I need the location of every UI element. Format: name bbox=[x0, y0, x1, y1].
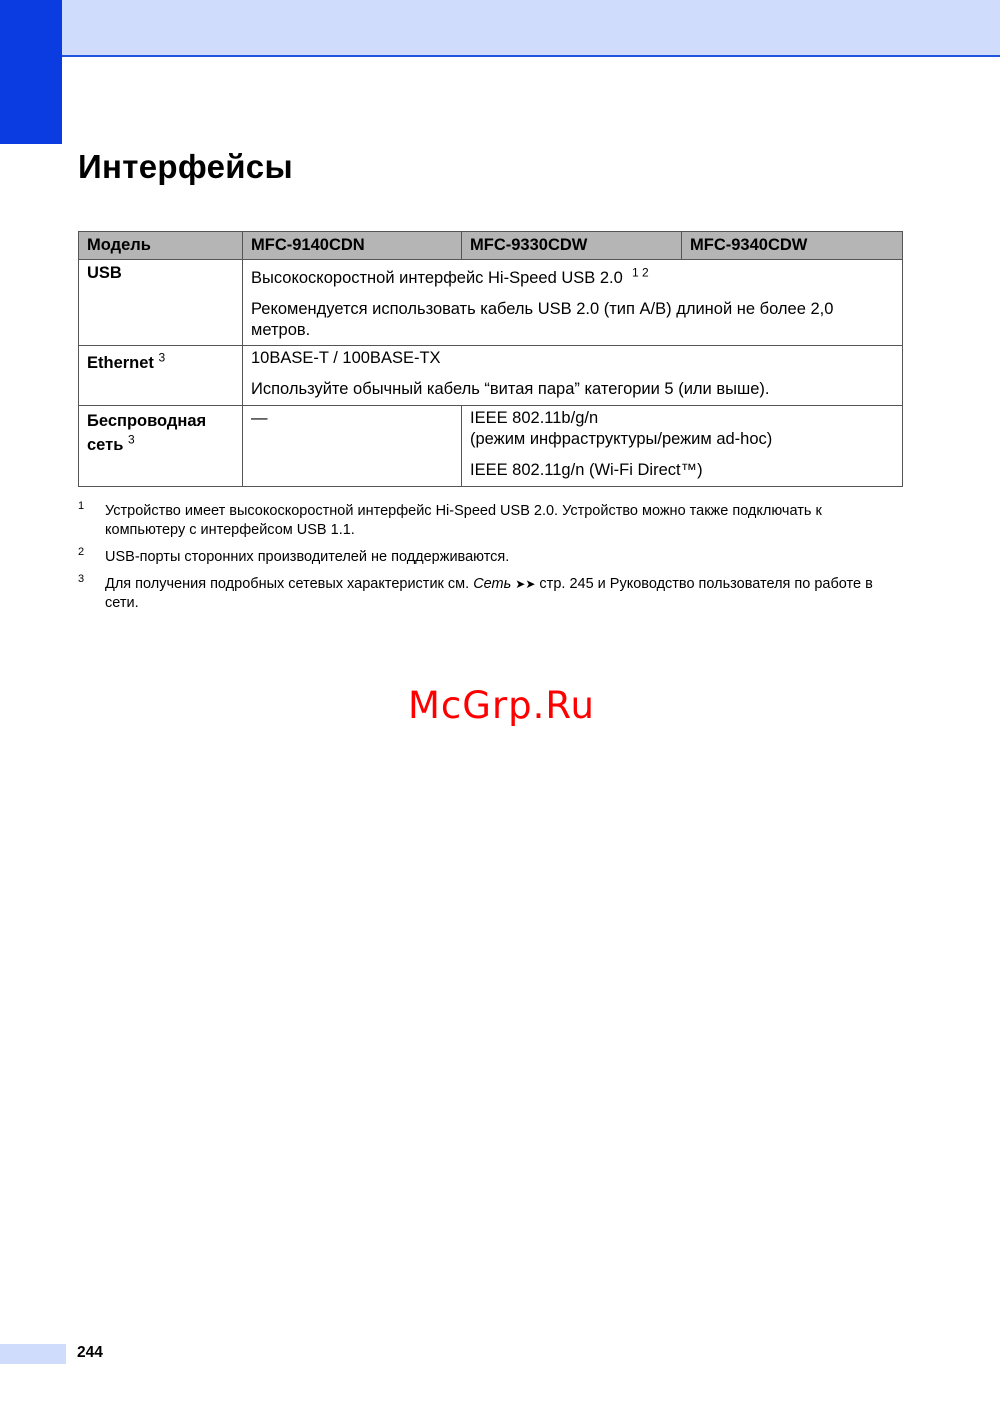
wireless-line2: (режим инфраструктуры/режим ad-hoc) bbox=[470, 430, 773, 448]
row-label-ethernet bbox=[79, 346, 243, 406]
footer-band bbox=[0, 1344, 66, 1364]
usb-value bbox=[243, 260, 903, 346]
footnote-number: 1 bbox=[78, 500, 85, 512]
wireless-label-line1: Беспроводная bbox=[87, 412, 207, 430]
usb-line2: Рекомендуется использовать кабель USB 2.0 (тип A/B) длиной не более 2,0 метров. bbox=[251, 300, 834, 339]
footnote-number: 2 bbox=[78, 546, 85, 558]
usb-line1 bbox=[251, 265, 894, 289]
footnote-text-after: стр. 245 и Руководство пользователя по работе в сети. bbox=[105, 576, 873, 611]
table-header-row bbox=[79, 232, 903, 260]
usb-label: USB bbox=[87, 264, 122, 282]
table-row-usb bbox=[79, 260, 903, 346]
footnote-number: 3 bbox=[78, 573, 85, 585]
chapter-tab bbox=[0, 0, 62, 144]
wireless-mfc-9140cdn bbox=[243, 406, 462, 487]
wireless-label-line2 bbox=[87, 433, 234, 457]
usb-footnote-refs: 1 2 bbox=[632, 265, 649, 280]
network-link[interactable]: Сеть bbox=[473, 576, 512, 592]
header-mfc-9340cdw: MFC-9340CDW bbox=[682, 232, 903, 260]
footnote-text-before: Для получения подробных сетевых характеристик см. bbox=[105, 576, 474, 592]
ethernet-line2: Используйте обычный кабель “витая пара” категории 5 (или выше). bbox=[251, 380, 770, 398]
wireless-line3: IEEE 802.11g/n (Wi-Fi Direct™) bbox=[470, 461, 703, 479]
wireless-line1: IEEE 802.11b/g/n bbox=[470, 409, 599, 427]
wireless-not-available: — bbox=[251, 409, 268, 427]
ethernet-footnote-ref: 3 bbox=[158, 350, 166, 365]
header-band bbox=[62, 0, 1000, 57]
ethernet-label: Ethernet bbox=[87, 354, 154, 372]
header-model: Модель bbox=[79, 232, 243, 260]
usb-speed-text: Высокоскоростной интерфейс Hi-Speed USB 2.0 bbox=[251, 269, 623, 287]
wireless-footnote-ref: 3 bbox=[127, 432, 135, 447]
interfaces-table bbox=[78, 231, 903, 487]
footnote-2 bbox=[78, 548, 898, 567]
row-label-usb bbox=[79, 260, 243, 346]
table-row-wireless bbox=[79, 406, 903, 487]
footnote-3 bbox=[78, 575, 898, 613]
page-title: Интерфейсы bbox=[78, 148, 293, 185]
header-mfc-9330cdw: MFC-9330CDW bbox=[462, 232, 682, 260]
watermark: McGrp.Ru bbox=[408, 684, 595, 727]
footnote-text: Устройство имеет высокоскоростной интерфейс Hi-Speed USB 2.0. Устройство можно также подключать к компьютеру с интерфейсом USB 1.1. bbox=[105, 503, 822, 538]
footnote-1 bbox=[78, 502, 898, 540]
footnotes bbox=[78, 502, 898, 621]
ethernet-value bbox=[243, 346, 903, 406]
wireless-value bbox=[462, 406, 903, 487]
row-label-wireless bbox=[79, 406, 243, 487]
ethernet-line1: 10BASE-T / 100BASE-TX bbox=[251, 349, 441, 367]
wireless-label-text: сеть bbox=[87, 436, 124, 454]
header-mfc-9140cdn: MFC-9140CDN bbox=[243, 232, 462, 260]
footnote-text: USB-порты сторонних производителей не поддерживаются. bbox=[105, 549, 510, 565]
table-row-ethernet bbox=[79, 346, 903, 406]
double-arrow-icon: ➤➤ bbox=[515, 577, 536, 591]
page-number: 244 bbox=[77, 1344, 103, 1361]
